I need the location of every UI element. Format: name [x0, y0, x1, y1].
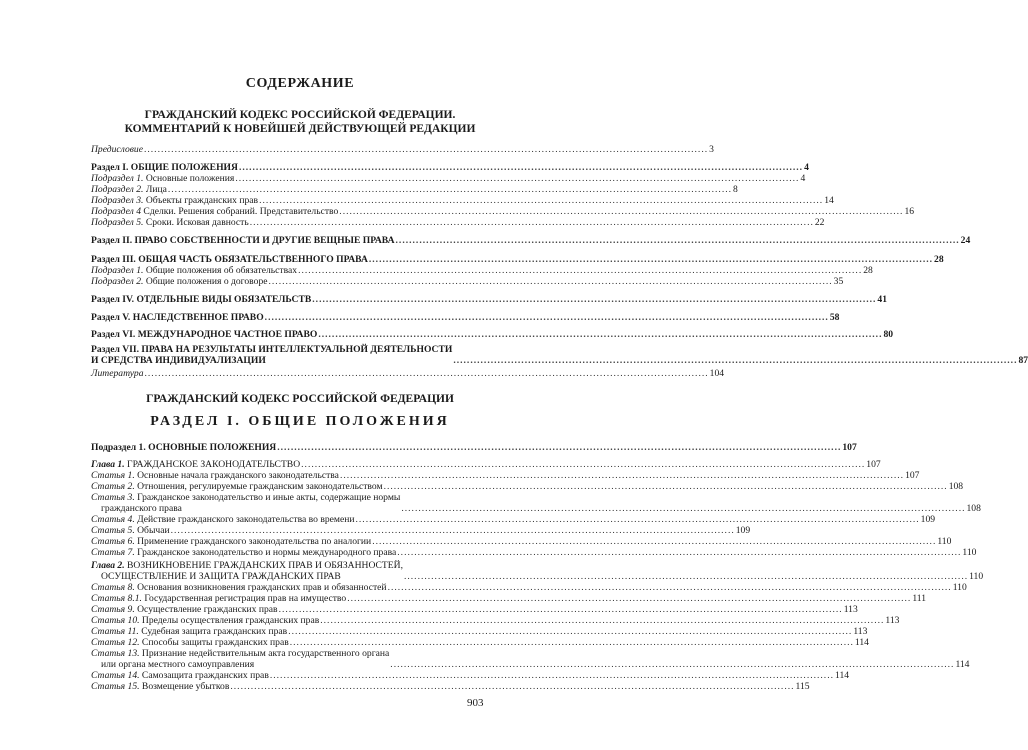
toc-entry[interactable]: Подраздел 1. Основные положения ...................................................................................................................................................................... 4	[91, 173, 806, 184]
contents-entry[interactable]: Статья 4. Действие гражданского законодательства во времени ...................................................................................................................................................................... 109	[91, 514, 936, 525]
toc-entry[interactable]: Раздел V. НАСЛЕДСТВЕННОЕ ПРАВО ...................................................................................................................................................................... 58	[91, 312, 840, 323]
contents-entry[interactable]: Статья 9. Осуществление гражданских прав ...................................................................................................................................................................... 113	[91, 604, 858, 615]
contents-entry[interactable]: Статья 8. Основания возникновения гражданских прав и обязанностей ...................................................................................................................................................................... 110	[91, 582, 967, 593]
contents-entry[interactable]: Статья 5. Обычаи ...................................................................................................................................................................... 109	[91, 525, 751, 536]
toc-entry[interactable]: Предисловие ...................................................................................................................................................................... 3	[91, 144, 714, 155]
contents-entry[interactable]: Статья 1. Основные начала гражданского законодательства ...................................................................................................................................................................... 107	[91, 470, 920, 481]
toc-entry[interactable]: Раздел II. ПРАВО СОБСТВЕННОСТИ И ДРУГИЕ ВЕЩНЫЕ ПРАВА ...................................................................................................................................................................... 24	[91, 235, 971, 246]
contents-entry[interactable]: Статья 10. Пределы осуществления гражданских прав ...................................................................................................................................................................... 113	[91, 615, 900, 626]
contents-entry[interactable]: Статья 7. Гражданское законодательство и нормы международного права ...................................................................................................................................................................... 110	[91, 547, 977, 558]
book-title-line-1: ГРАЖДАНСКИЙ КОДЕКС РОССИЙСКОЙ ФЕДЕРАЦИИ.	[144, 109, 456, 121]
toc-entry[interactable]: Подраздел 2. Лица ...................................................................................................................................................................... 8	[91, 184, 738, 195]
contents-entry-multiline[interactable]: Статья 13. Признание недействительным акта государственного органа или органа местного самоуправления ...................................................................................................................................................................... 114	[91, 648, 970, 670]
contents-entry[interactable]: Статья 15. Возмещение убытков ...................................................................................................................................................................... 115	[91, 681, 810, 692]
toc-entry-multiline[interactable]: Раздел VII. ПРАВА НА РЕЗУЛЬТАТЫ ИНТЕЛЛЕКТУАЛЬНОЙ ДЕЯТЕЛЬНОСТИ И СРЕДСТВА ИНДИВИДУАЛИЗАЦИИ ...................................................................................................................................................................... 87	[91, 344, 1028, 366]
contents-entry-multiline[interactable]: Глава 2. ВОЗНИКНОВЕНИЕ ГРАЖДАНСКИХ ПРАВ И ОБЯЗАННОСТЕЙ, ОСУЩЕСТВЛЕНИЕ И ЗАЩИТА ГРАЖДАНСКИХ ПРАВ ...................................................................................................................................................................... 110	[91, 560, 984, 582]
contents-entry[interactable]: Статья 2. Отношения, регулируемые гражданским законодательством ...................................................................................................................................................................... 108	[91, 481, 964, 492]
contents-entry[interactable]: Глава 1. ГРАЖДАНСКОЕ ЗАКОНОДАТЕЛЬСТВО ...................................................................................................................................................................... 107	[91, 459, 881, 470]
toc-title: СОДЕРЖАНИЕ	[245, 76, 355, 91]
code-title: ГРАЖДАНСКИЙ КОДЕКС РОССИЙСКОЙ ФЕДЕРАЦИИ	[146, 393, 454, 405]
toc-entry[interactable]: Подраздел 3. Объекты гражданских прав ...................................................................................................................................................................... 14	[91, 195, 834, 206]
contents-entry[interactable]: Статья 14. Самозащита гражданских прав ...................................................................................................................................................................... 114	[91, 670, 850, 681]
toc-entry[interactable]: Подраздел 5. Сроки. Исковая давность ...................................................................................................................................................................... 22	[91, 217, 825, 228]
toc-entry[interactable]: Раздел III. ОБЩАЯ ЧАСТЬ ОБЯЗАТЕЛЬСТВЕННОГО ПРАВА ...................................................................................................................................................................... 28	[91, 254, 944, 265]
toc-entry[interactable]: Раздел IV. ОТДЕЛЬНЫЕ ВИДЫ ОБЯЗАТЕЛЬСТВ ...................................................................................................................................................................... 41	[91, 294, 887, 305]
contents-entry-multiline[interactable]: Статья 3. Гражданское законодательство и иные акты, содержащие нормы гражданского права ...................................................................................................................................................................... 108	[91, 492, 981, 514]
toc-entry[interactable]: Литература ...................................................................................................................................................................... 104	[91, 368, 725, 379]
toc-entry[interactable]: Подраздел 1. Общие положения об обязательствах ...................................................................................................................................................................... 28	[91, 265, 873, 276]
contents-entry[interactable]: Статья 11. Судебная защита гражданских прав ...................................................................................................................................................................... 113	[91, 626, 868, 637]
section-heading: РАЗДЕЛ I. ОБЩИЕ ПОЛОЖЕНИЯ	[150, 414, 450, 429]
toc-entry[interactable]: Подраздел 4 Сделки. Решения собраний. Представительство ...................................................................................................................................................................... 16	[91, 206, 915, 217]
contents-entry[interactable]: Статья 8.1. Государственная регистрация прав на имущество ...................................................................................................................................................................... 111	[91, 593, 927, 604]
toc-entry[interactable]: Раздел VI. МЕЖДУНАРОДНОЕ ЧАСТНОЕ ПРАВО ...................................................................................................................................................................... 80	[91, 329, 894, 340]
contents-entry[interactable]: Статья 6. Применение гражданского законодательства по аналогии ...................................................................................................................................................................... 110	[91, 536, 952, 547]
toc-entry[interactable]: Раздел I. ОБЩИЕ ПОЛОЖЕНИЯ ...................................................................................................................................................................... 4	[91, 162, 809, 173]
page-number: 903	[467, 697, 484, 709]
contents-entry[interactable]: Подраздел 1. ОСНОВНЫЕ ПОЛОЖЕНИЯ ...................................................................................................................................................................... 107	[91, 442, 857, 453]
book-title-line-2: КОММЕНТАРИЙ К НОВЕЙШЕЙ ДЕЙСТВУЮЩЕЙ РЕДАКЦИИ	[124, 123, 476, 135]
contents-entry[interactable]: Статья 12. Способы защиты гражданских прав ...................................................................................................................................................................... 114	[91, 637, 869, 648]
toc-entry[interactable]: Подраздел 2. Общие положения о договоре ...................................................................................................................................................................... 35	[91, 276, 844, 287]
